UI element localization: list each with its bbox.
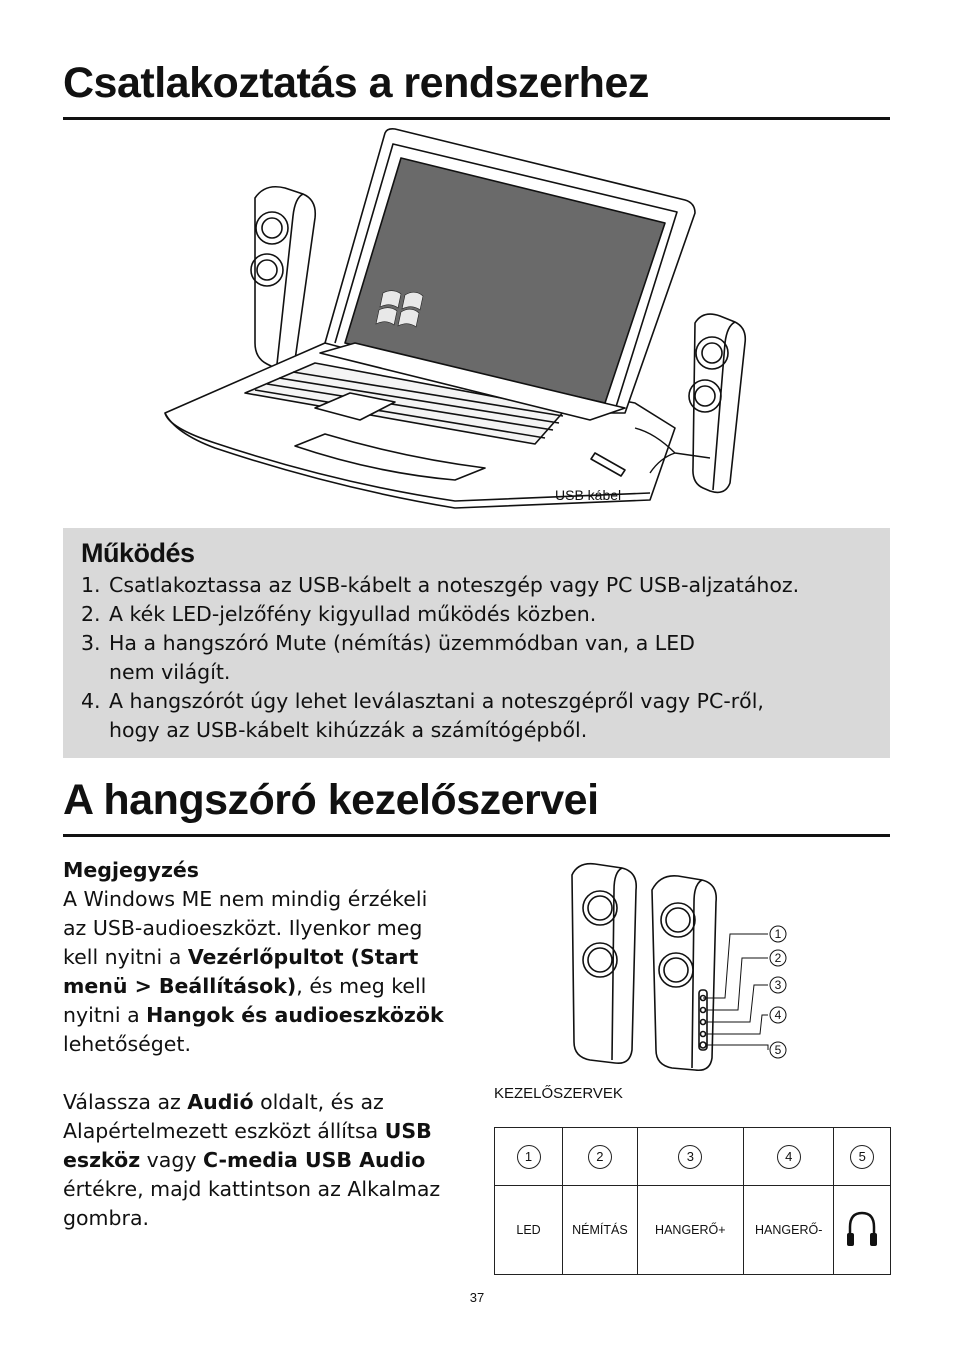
- controls-caption: KEZELŐSZERVEK: [494, 1085, 623, 1102]
- table-cell: [637, 1128, 743, 1186]
- number-circle: 2: [588, 1145, 612, 1169]
- note-text: , és meg kell nyitni a: [63, 974, 427, 1027]
- list-item: [81, 629, 872, 687]
- table-row: [495, 1186, 891, 1275]
- headphones-icon: [845, 1209, 879, 1249]
- note-heading: Megjegyzés: [63, 858, 199, 882]
- list-item-text: A kék LED-jelzőfény kigyullad működés közben.: [109, 602, 597, 626]
- note-block: [63, 856, 453, 1233]
- list-item-number: 4.: [81, 689, 101, 713]
- table-cell: [743, 1128, 834, 1186]
- table-cell-volume-down: HANGERŐ-: [743, 1186, 834, 1275]
- note-bold-cmedia: C-media USB Audio: [203, 1148, 426, 1172]
- table-cell: [834, 1128, 891, 1186]
- note-bold-sounds: Hangok és audioeszközök: [146, 1003, 444, 1027]
- table-cell: [495, 1128, 563, 1186]
- table-row: [495, 1128, 891, 1186]
- callout-2: 2: [774, 951, 782, 965]
- list-item-text: [109, 629, 695, 687]
- callout-4: 4: [774, 1008, 782, 1022]
- list-item: [81, 571, 872, 600]
- list-item-number: 2.: [81, 602, 101, 626]
- note-bold-audio: Audió: [187, 1090, 254, 1114]
- laptop-speakers-illustration: [155, 128, 755, 513]
- number-circle: 3: [678, 1145, 702, 1169]
- note-paragraph-1: [63, 885, 453, 1059]
- section-title-controls: A hangszóró kezelőszervei: [63, 779, 890, 837]
- list-item-text: [109, 687, 764, 745]
- note-bold-usb-device: USB eszköz: [63, 1119, 432, 1172]
- table-cell: [563, 1128, 638, 1186]
- operation-title: Működés: [81, 538, 195, 568]
- table-cell-mute: NÉMÍTÁS: [563, 1186, 638, 1275]
- speaker-controls-illustration: [560, 860, 800, 1080]
- list-item-number: 3.: [81, 631, 101, 655]
- list-item-line: Ha a hangszóró Mute (némítás) üzemmódban van, a LED: [109, 631, 695, 655]
- note-text: vagy: [140, 1148, 204, 1172]
- operation-box: [63, 528, 890, 758]
- callout-3: 3: [774, 978, 782, 992]
- number-circle: 5: [850, 1145, 874, 1169]
- operation-list: [81, 571, 872, 745]
- section-title-connection: Csatlakoztatás a rendszerhez: [63, 62, 890, 120]
- list-item-text: Csatlakoztassa az USB-kábelt a noteszgép vagy PC USB-aljzatához.: [109, 573, 800, 597]
- note-text: oldalt, és az Alapértelmezett eszközt állítsa: [63, 1090, 385, 1143]
- page-number: 37: [469, 1290, 485, 1305]
- list-item-line: hogy az USB-kábelt kihúzzák a számítógépből.: [109, 718, 588, 742]
- list-item: [81, 687, 872, 745]
- table-cell-headphones: [834, 1186, 891, 1275]
- table-cell-volume-up: HANGERŐ+: [637, 1186, 743, 1275]
- list-item: [81, 600, 872, 629]
- table-cell-led: LED: [495, 1186, 563, 1275]
- note-text: értékre, majd kattintson az Alkalmaz gombra.: [63, 1177, 441, 1230]
- note-text: lehetőséget.: [63, 1032, 191, 1056]
- list-item-line: A hangszórót úgy lehet leválasztani a noteszgépről vagy PC-ről,: [109, 689, 764, 713]
- list-item-line: nem világít.: [109, 660, 231, 684]
- controls-table: [494, 1127, 891, 1275]
- note-text: A Windows ME nem mindig érzékeli az USB-audioeszközt. Ilyenkor meg kell nyitni a: [63, 887, 428, 969]
- list-item-number: 1.: [81, 573, 101, 597]
- usb-cable-label: USB kábel: [555, 487, 622, 503]
- note-text: Válassza az: [63, 1090, 188, 1114]
- number-circle: 4: [777, 1145, 801, 1169]
- callout-5: 5: [774, 1043, 782, 1057]
- note-paragraph-2: [63, 1088, 453, 1233]
- callout-1: 1: [774, 927, 782, 941]
- note-bold-control-panel: Vezérlőpultot (Start menü > Beállítások): [63, 945, 419, 998]
- number-circle: 1: [517, 1145, 541, 1169]
